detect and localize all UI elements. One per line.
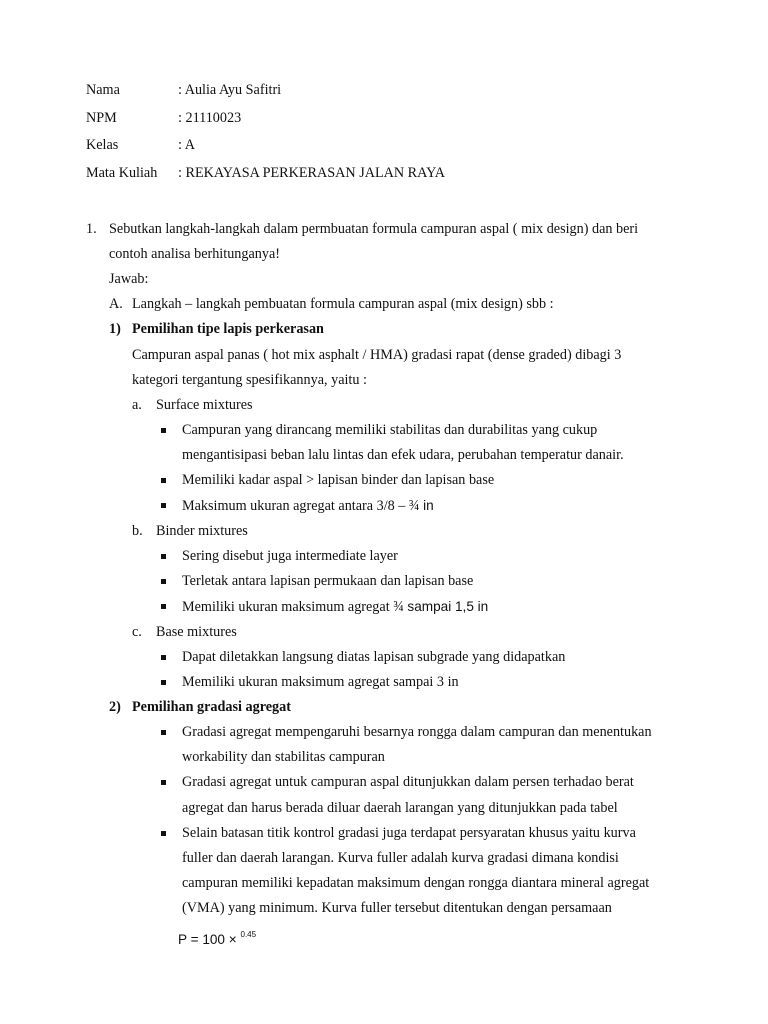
mata-kuliah-value: : REKAYASA PERKERASAN JALAN RAYA bbox=[178, 165, 445, 181]
question-number: 1. bbox=[86, 221, 97, 237]
kelas-value: : A bbox=[178, 137, 195, 153]
bullet-icon bbox=[161, 503, 166, 508]
subsection-c-title: Base mixtures bbox=[156, 624, 237, 640]
binder-bullet-3-unit: sampai 1,5 in bbox=[407, 599, 489, 614]
gradasi-bullet-3-line-3: campuran memiliki kepadatan maksimum dengan rongga diantara mineral agregat bbox=[182, 875, 650, 891]
bullet-icon bbox=[161, 730, 166, 735]
surface-bullet-1-line-1: Campuran yang dirancang memiliki stabilitas dan durabilitas yang cukup bbox=[182, 422, 598, 438]
section-1-marker: 1) bbox=[109, 321, 121, 337]
gradasi-bullet-2-line-1: Gradasi agregat untuk campuran aspal ditunjukkan dalam persen terhadao berat bbox=[182, 774, 634, 790]
bullet-icon bbox=[161, 579, 166, 584]
subsection-a-marker: a. bbox=[132, 397, 142, 413]
subsection-b-marker: b. bbox=[132, 523, 143, 539]
subsection-c-marker: c. bbox=[132, 624, 142, 640]
mata-kuliah-label: Mata Kuliah bbox=[86, 165, 158, 181]
surface-bullet-2: Memiliki kadar aspal > lapisan binder dan lapisan base bbox=[182, 472, 495, 488]
bullet-icon bbox=[161, 831, 166, 836]
section-1-title: Pemilihan tipe lapis perkerasan bbox=[132, 321, 324, 337]
bullet-icon bbox=[161, 554, 166, 559]
surface-bullet-1-line-2: mengantisipasi beban lalu lintas dan efek udara, perubahan temperatur danair. bbox=[182, 447, 624, 463]
section-1-paragraph-line-2: kategori tergantung spesifikannya, yaitu : bbox=[132, 372, 367, 388]
surface-bullet-3-unit: in bbox=[423, 498, 434, 513]
bullet-icon bbox=[161, 428, 166, 433]
nama-label: Nama bbox=[86, 82, 120, 98]
bullet-icon bbox=[161, 680, 166, 685]
npm-value: : 21110023 bbox=[178, 110, 242, 126]
fuller-formula bbox=[178, 922, 256, 952]
subsection-b-title: Binder mixtures bbox=[156, 523, 248, 539]
formula-exponent: 0.45 bbox=[240, 930, 257, 939]
subsection-a-title: Surface mixtures bbox=[156, 397, 253, 413]
answer-a-text: Langkah – langkah pembuatan formula campuran aspal (mix design) sbb : bbox=[132, 296, 554, 312]
question-line-2: contoh analisa berhitunganya! bbox=[109, 246, 280, 262]
bullet-icon bbox=[161, 655, 166, 660]
section-2-title: Pemilihan gradasi agregat bbox=[132, 699, 291, 715]
bullet-icon bbox=[161, 478, 166, 483]
gradasi-bullet-2-line-2: agregat dan harus berada diluar daerah larangan yang ditunjukkan pada tabel bbox=[182, 800, 618, 816]
answer-a-marker: A. bbox=[109, 296, 123, 312]
base-bullet-1: Dapat diletakkan langsung diatas lapisan subgrade yang didapatkan bbox=[182, 649, 566, 665]
surface-bullet-3-text: Maksimum ukuran agregat antara 3/8 – ¾ bbox=[182, 498, 424, 514]
bullet-icon bbox=[161, 604, 166, 609]
npm-label: NPM bbox=[86, 110, 117, 126]
answer-label: Jawab: bbox=[109, 271, 149, 287]
gradasi-bullet-1-line-2: workability dan stabilitas campuran bbox=[182, 749, 385, 765]
binder-bullet-3 bbox=[182, 594, 488, 620]
nama-value: : Aulia Ayu Safitri bbox=[178, 82, 282, 98]
binder-bullet-3-text: Memiliki ukuran maksimum agregat ¾ bbox=[182, 599, 408, 615]
base-bullet-2: Memiliki ukuran maksimum agregat sampai 3 in bbox=[182, 674, 459, 690]
gradasi-bullet-1-line-1: Gradasi agregat mempengaruhi besarnya rongga dalam campuran dan menentukan bbox=[182, 724, 652, 740]
gradasi-bullet-3-line-2: fuller dan daerah larangan. Kurva fuller adalah kurva gradasi dimana kondisi bbox=[182, 850, 619, 866]
binder-bullet-2: Terletak antara lapisan permukaan dan lapisan base bbox=[182, 573, 474, 589]
formula-main: P = 100 × bbox=[178, 932, 241, 947]
binder-bullet-1: Sering disebut juga intermediate layer bbox=[182, 548, 398, 564]
surface-bullet-3 bbox=[182, 493, 434, 519]
gradasi-bullet-3-line-1: Selain batasan titik kontrol gradasi juga terdapat persyaratan khusus yaitu kurva bbox=[182, 825, 636, 841]
bullet-icon bbox=[161, 780, 166, 785]
section-2-marker: 2) bbox=[109, 699, 121, 715]
kelas-label: Kelas bbox=[86, 137, 119, 153]
gradasi-bullet-3-line-4: (VMA) yang minimum. Kurva fuller tersebut ditentukan dengan persamaan bbox=[182, 900, 612, 916]
question-line-1: Sebutkan langkah-langkah dalam permbuatan formula campuran aspal ( mix design) dan beri bbox=[109, 221, 639, 237]
section-1-paragraph-line-1: Campuran aspal panas ( hot mix asphalt / HMA) gradasi rapat (dense graded) dibagi 3 bbox=[132, 347, 622, 363]
